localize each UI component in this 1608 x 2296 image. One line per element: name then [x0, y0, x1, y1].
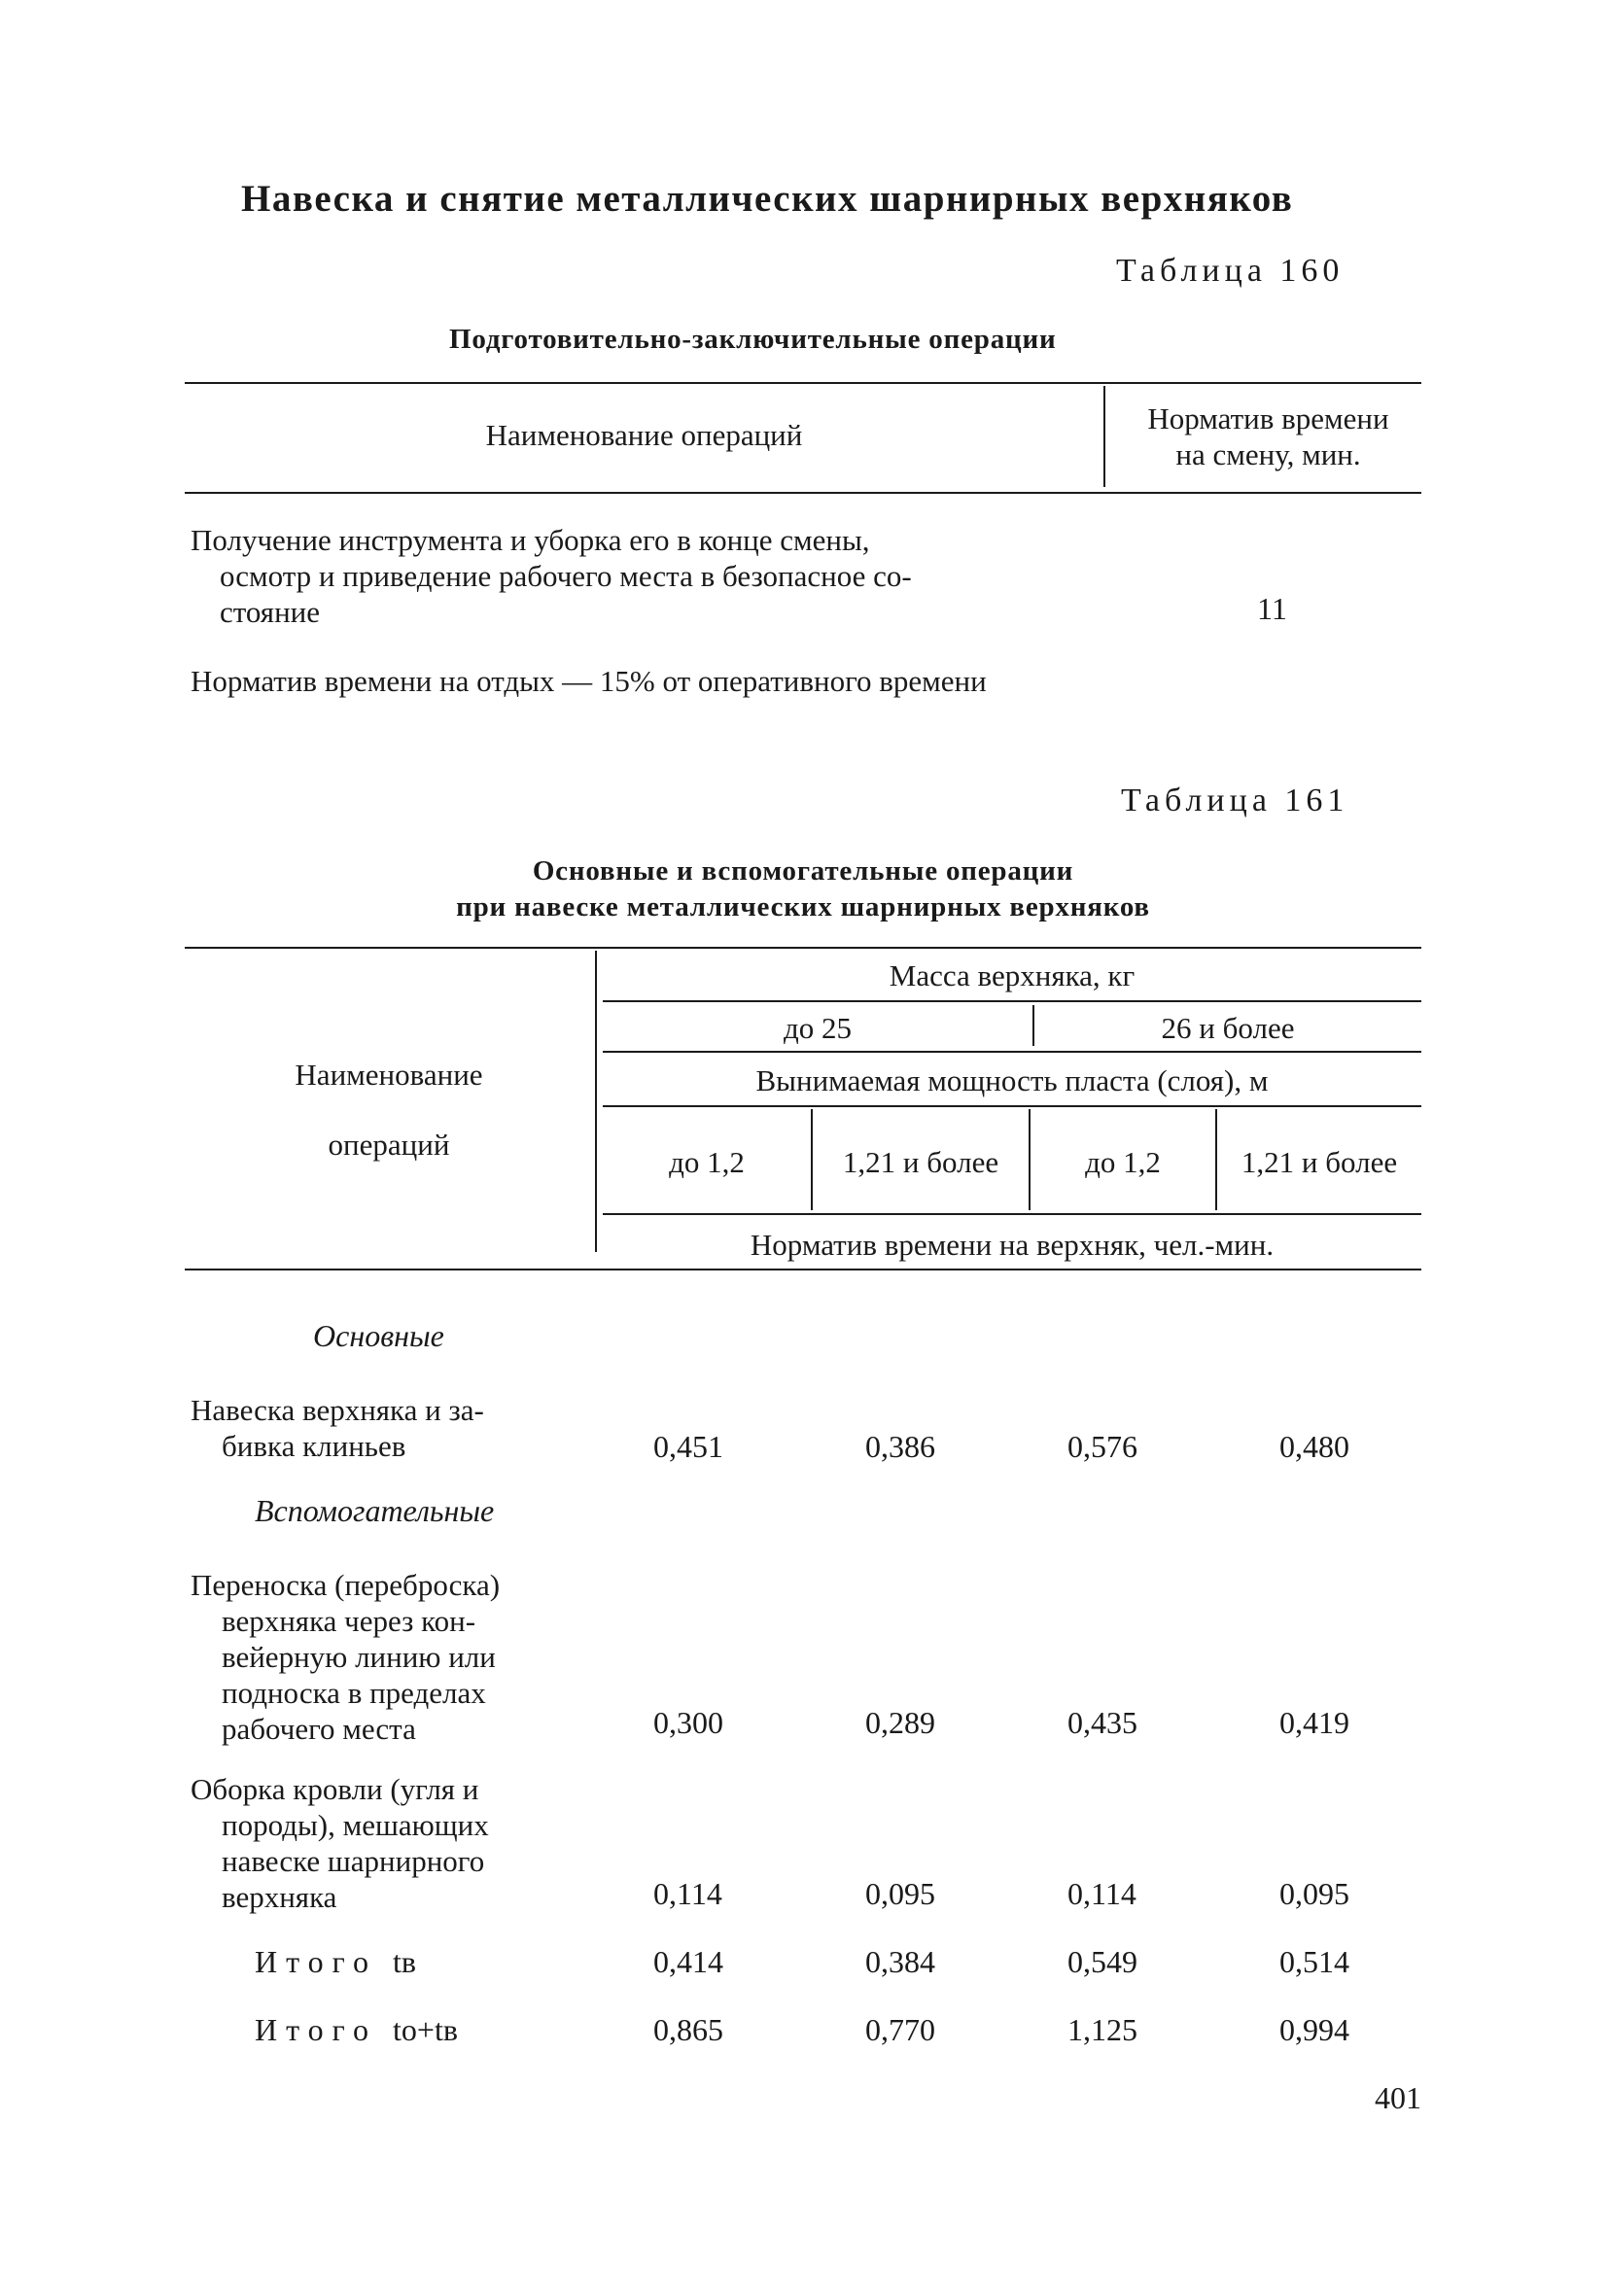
section-aux-label: Вспомогательные — [255, 1493, 495, 1528]
table-161-thickness-header: Вынимаемая мощность пласта (слоя), м — [755, 1063, 1269, 1097]
section-main-label: Основные — [313, 1318, 444, 1353]
table-cell: 0,095 — [1279, 1876, 1349, 1911]
table-cell: 0,384 — [865, 1944, 935, 1979]
table-161-heading — [185, 853, 1421, 925]
total-row-label — [255, 2012, 458, 2048]
table-161-thickness-col: до 1,2 — [669, 1145, 745, 1179]
page-title: Навеска и снятие металлических шарнирных верхняков — [241, 178, 1294, 220]
table-row-name-line: Навеска верхняка и за- — [191, 1393, 484, 1427]
table-161-thickness-col: 1,21 и более — [1241, 1145, 1398, 1179]
table-161-col-name-line2: операций — [328, 1128, 450, 1162]
table-160-heading: Подготовительно-заключительные операции — [449, 324, 1057, 355]
table-160-top-rule — [185, 382, 1421, 384]
table-160-header-rule — [185, 492, 1421, 494]
table-cell: 0,300 — [653, 1705, 723, 1740]
table-cell: 0,994 — [1279, 2012, 1349, 2047]
table-cell: 0,576 — [1067, 1429, 1137, 1464]
table-row-name-line: бивка клиньев — [222, 1429, 406, 1463]
table-160-col-name: Наименование операций — [485, 418, 803, 452]
table-row-name-line: Переноска (переброска) — [191, 1568, 501, 1602]
table-161-mass-group: 26 и более — [1161, 1011, 1295, 1045]
total-label: Итого — [255, 2012, 377, 2047]
total-row-label — [255, 1944, 416, 1980]
table-161-mass-group: до 25 — [783, 1011, 853, 1045]
table-161-thickness-rule — [603, 1105, 1421, 1107]
table-row-name-line: верхняка через кон- — [222, 1604, 476, 1638]
table-cell: 0,549 — [1067, 1944, 1137, 1979]
table-cell: 0,419 — [1279, 1705, 1349, 1740]
table-cell: 0,480 — [1279, 1429, 1349, 1464]
table-161-top-rule — [185, 947, 1421, 949]
table-row-name-line: Оборка кровли (угля и — [191, 1772, 479, 1806]
table-cell: 0,414 — [653, 1944, 723, 1979]
rest-norm-note: Норматив времени на отдых — 15% от оперативного времени — [191, 664, 987, 698]
table-row-name — [191, 1392, 484, 1464]
table-160-row-line: стояние — [220, 595, 321, 629]
table-cell: 0,514 — [1279, 1944, 1349, 1979]
table-row-name — [191, 1771, 489, 1915]
table-cell: 0,095 — [865, 1876, 935, 1911]
table-160-row-value: 11 — [1257, 591, 1287, 626]
table-160-row-text — [191, 522, 912, 630]
table-161-col-name-line1: Наименование — [295, 1058, 483, 1092]
table-160-caption: Таблица 160 — [1116, 253, 1345, 289]
table-cell: 1,125 — [1067, 2012, 1137, 2047]
table-161-unit-header: Норматив времени на верхняк, чел.-мин. — [750, 1228, 1275, 1262]
table-cell: 0,386 — [865, 1429, 935, 1464]
page-number: 401 — [1375, 2080, 1421, 2115]
table-row-name-line: подноска в пределах — [222, 1676, 486, 1710]
table-160-col-norm-line1: Норматив времени — [1147, 401, 1389, 435]
table-cell: 0,435 — [1067, 1705, 1137, 1740]
table-161-mass-rule — [603, 1000, 1421, 1002]
table-cell: 0,770 — [865, 2012, 935, 2047]
table-cell: 0,114 — [653, 1876, 722, 1911]
table-161-thickness-col: 1,21 и более — [842, 1145, 999, 1179]
table-cell: 0,865 — [653, 2012, 723, 2047]
table-row-name-line: вейерную линию или — [222, 1640, 496, 1674]
table-160-col-norm-line2: на смену, мин. — [1175, 437, 1361, 471]
table-row-name-line: навеске шарнирного — [222, 1844, 485, 1878]
table-160-row-line: Получение инструмента и уборка его в конце смены, — [191, 523, 870, 557]
table-161-header-bottom-rule — [185, 1269, 1421, 1270]
table-161-mass-header: Масса верхняка, кг — [889, 958, 1136, 992]
total-symbol: tо+tв — [393, 2012, 458, 2047]
table-row-name-line: рабочего места — [222, 1712, 416, 1746]
table-161-heading-line2: при навеске металлических шарнирных верхняков — [456, 891, 1150, 922]
table-161-group-rule — [603, 1051, 1421, 1053]
table-160-row-line: осмотр и приведение рабочего места в безопасное со- — [220, 559, 912, 593]
table-161-heading-line1: Основные и вспомогательные операции — [532, 855, 1074, 887]
total-symbol: tв — [393, 1944, 416, 1979]
table-cell: 0,451 — [653, 1429, 723, 1464]
table-161-thickness-col: до 1,2 — [1085, 1145, 1161, 1179]
table-161-unit-rule — [603, 1213, 1421, 1215]
total-label: Итого — [255, 1944, 377, 1979]
table-row-name — [191, 1567, 500, 1747]
table-160-col-norm — [1105, 400, 1431, 472]
table-cell: 0,114 — [1067, 1876, 1136, 1911]
table-cell: 0,289 — [865, 1705, 935, 1740]
table-161-caption: Таблица 161 — [1121, 783, 1349, 818]
table-row-name-line: верхняка — [222, 1880, 337, 1914]
table-161-name-divider — [595, 951, 597, 1252]
table-row-name-line: породы), мешающих — [222, 1808, 489, 1842]
